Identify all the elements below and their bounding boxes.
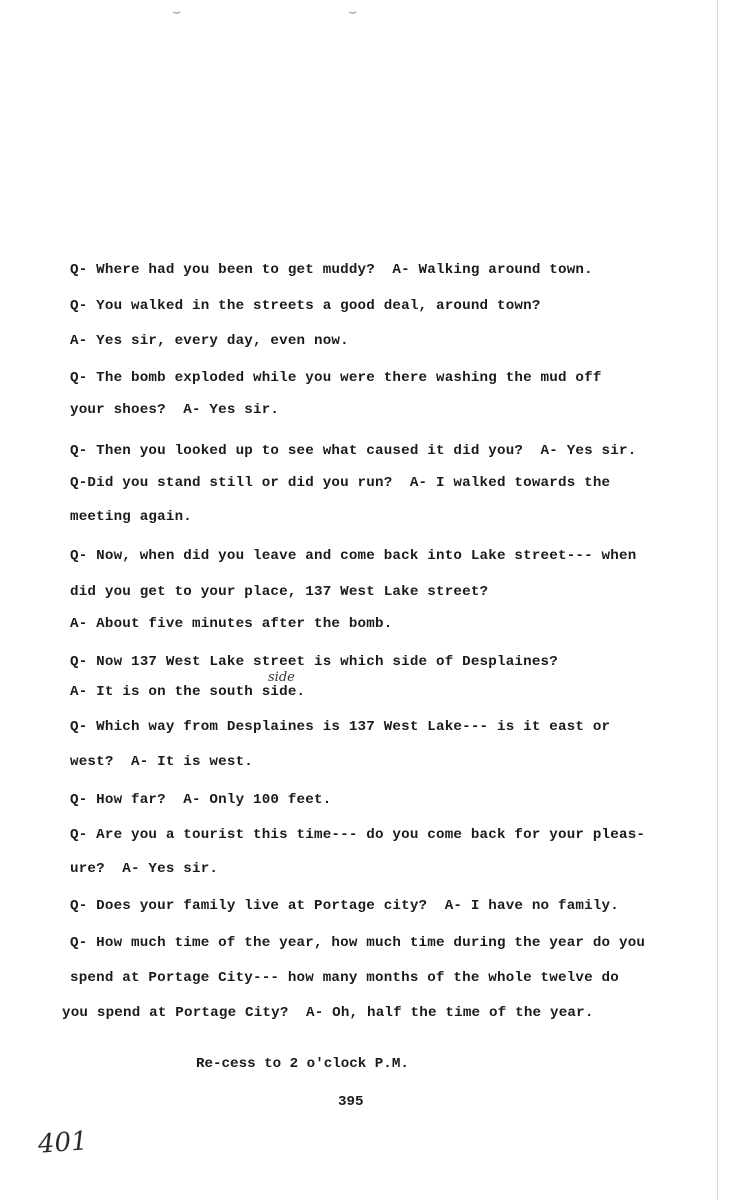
transcript-line: Q- Which way from Desplaines is 137 West Lake--- is it east or xyxy=(70,719,611,735)
transcript-line: Q-Did you stand still or did you run? A- I walked towards the xyxy=(70,475,611,491)
handwritten-insert-note: side xyxy=(268,670,295,685)
transcript-line: west? A- It is west. xyxy=(70,754,253,770)
transcript-line: Q- Now, when did you leave and come back into Lake street--- when xyxy=(70,548,637,564)
transcript-line: ure? A- Yes sir. xyxy=(70,861,219,877)
transcript-line: Q- Are you a tourist this time--- do you come back for your pleas- xyxy=(70,827,646,843)
transcript-line: Q- How far? A- Only 100 feet. xyxy=(70,792,332,808)
transcript-line: Q- Where had you been to get muddy? A- Walking around town. xyxy=(70,262,593,278)
transcript-line: your shoes? A- Yes sir. xyxy=(70,402,280,418)
transcript-line: A- It is on the south side. xyxy=(70,684,306,700)
transcript-line: did you get to your place, 137 West Lake street? xyxy=(70,584,489,600)
transcript-line: meeting again. xyxy=(70,509,192,525)
recess-note: Re-cess to 2 o'clock P.M. xyxy=(196,1056,409,1072)
transcript-line: Q- The bomb exploded while you were there washing the mud off xyxy=(70,370,602,386)
transcript-line: Q- How much time of the year, how much time during the year do you xyxy=(70,935,646,951)
handwritten-page-number: 401 xyxy=(37,1126,89,1160)
transcript-line: A- Yes sir, every day, even now. xyxy=(70,333,349,349)
transcript-line: A- About five minutes after the bomb. xyxy=(70,616,393,632)
transcript-line: Q- You walked in the streets a good deal, around town? xyxy=(70,298,541,314)
top-mark: ⌣ xyxy=(172,4,182,20)
page-number: 395 xyxy=(338,1094,364,1110)
page-edge-divider xyxy=(717,0,718,1200)
top-mark: ⌣ xyxy=(348,4,358,20)
transcript-line: Q- Now 137 West Lake street is which side of Desplaines? xyxy=(70,654,558,670)
transcript-line: Q- Then you looked up to see what caused it did you? A- Yes sir. xyxy=(70,443,637,459)
transcript-line: spend at Portage City--- how many months of the whole twelve do xyxy=(70,970,619,986)
transcript-line: you spend at Portage City? A- Oh, half the time of the year. xyxy=(62,1005,594,1021)
transcript-line: Q- Does your family live at Portage city? A- I have no family. xyxy=(70,898,619,914)
